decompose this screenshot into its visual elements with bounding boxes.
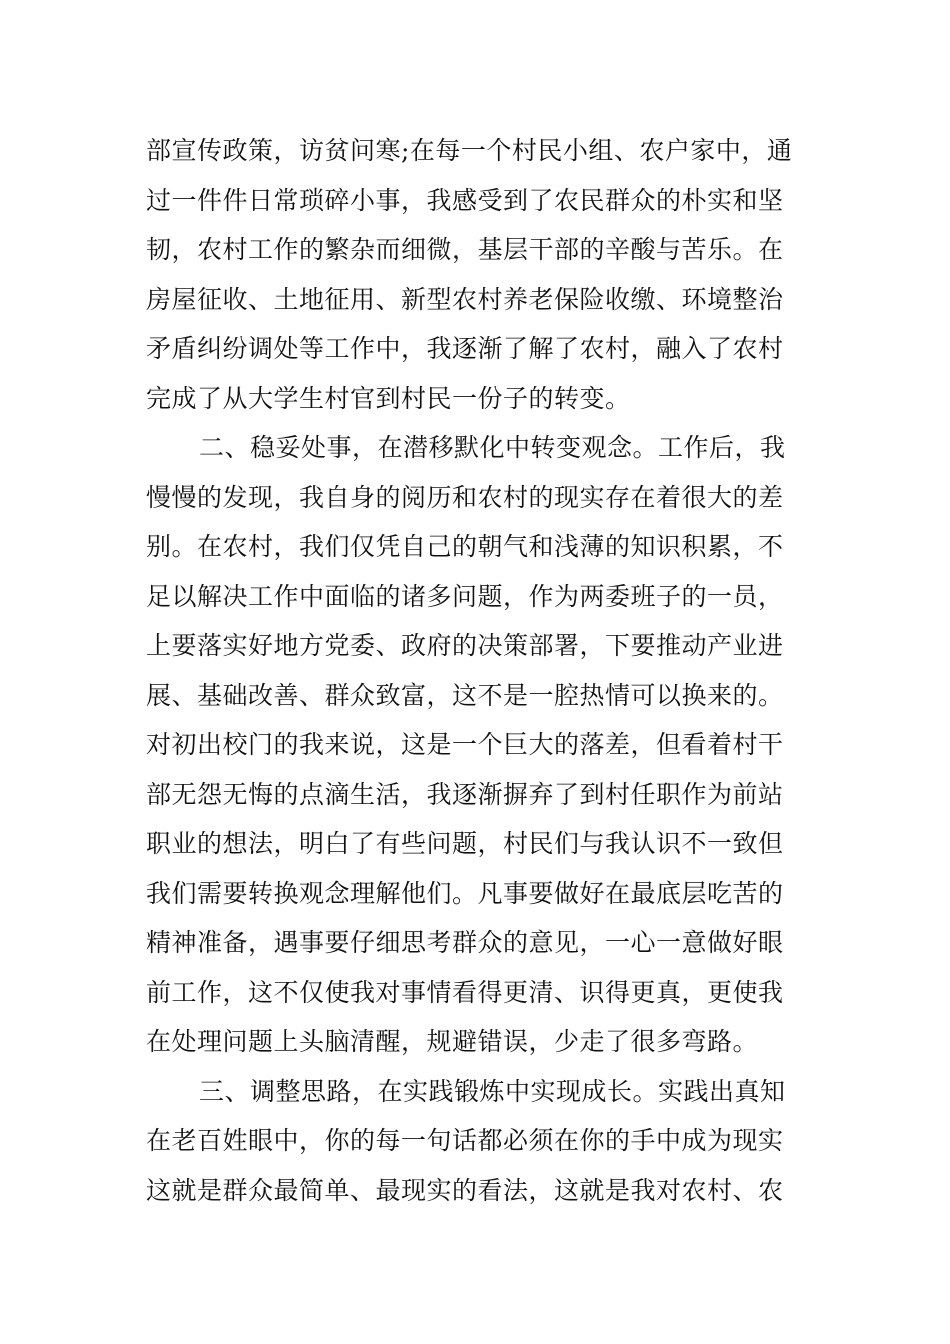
text-line: 过一件件日常琐碎小事，我感受到了农民群众的朴实和坚 (146, 185, 784, 215)
text-line: 别。在农村，我们仅凭自己的朝气和浅薄的知识积累，不 (146, 532, 784, 561)
text-line: 在处理问题上头脑清醒，规避错误，少走了很多弯路。 (146, 1027, 759, 1056)
section-heading-line: 二、稳妥处事，在潜移默化中转变观念。工作后，我 (199, 433, 786, 462)
text-line: 职业的想法，明白了有些问题，村民们与我认识不一致但 (146, 829, 784, 858)
text-line: 韧，农村工作的繁杂而细微，基层干部的辛酸与苦乐。在 (146, 235, 784, 264)
text-line: 足以解决工作中面临的诸多问题，作为两委班子的一员， (146, 581, 784, 611)
text-line: 部无怨无悔的点滴生活，我逐渐摒弃了到村任职作为前站 (146, 779, 784, 809)
body-text (146, 126, 806, 1215)
section-heading-line: 三、调整思路，在实践锻炼中实现成长。实践出真知 (199, 1076, 786, 1106)
text-line: 对初出校门的我来说，这是一个巨大的落差，但看着村干 (146, 730, 784, 759)
text-line: 完成了从大学生村官到村民一份子的转变。 (146, 383, 631, 413)
text-line: 我们需要转换观念理解他们。凡事要做好在最底层吃苦的 (146, 878, 784, 908)
text-line: 这就是群众最简单、最现实的看法，这就是我对农村、农 (146, 1175, 784, 1205)
text-line: 展、基础改善、群众致富，这不是一腔热情可以换来的。 (146, 680, 784, 710)
text-line: 精神准备，遇事要仔细思考群众的意见，一心一意做好眼 (146, 928, 784, 957)
text-line: 慢慢的发现，我自身的阅历和农村的现实存在着很大的差 (146, 482, 784, 512)
text-line: 前工作，这不仅使我对事情看得更清、识得更真，更使我 (146, 977, 784, 1007)
text-line: 上要落实好地方党委、政府的决策部署，下要推动产业进 (146, 631, 784, 660)
text-line: 矛盾纠纷调处等工作中，我逐渐了解了农村，融入了农村 (146, 334, 784, 363)
text-line: 在老百姓眼中，你的每一句话都必须在你的手中成为现实 (146, 1126, 784, 1155)
text-line: 房屋征收、土地征用、新型农村养老保险收缴、环境整治 (146, 284, 784, 314)
text-line: 部宣传政策，访贫问寒;在每一个村民小组、农户家中，通 (146, 136, 793, 165)
